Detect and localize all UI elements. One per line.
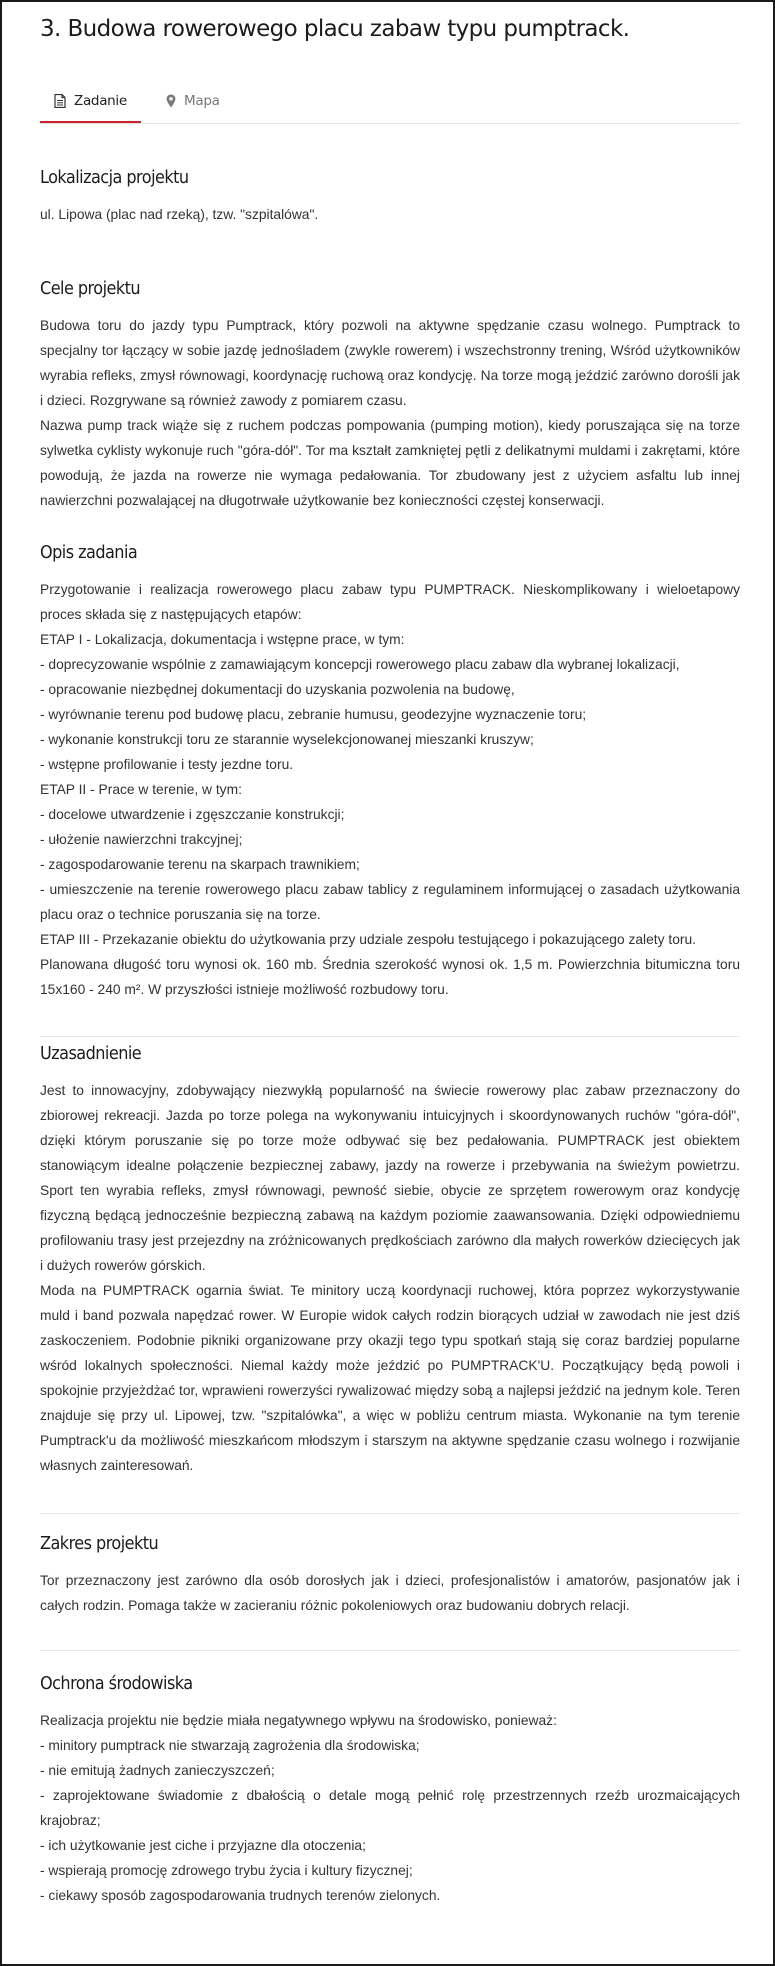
section-body: Realizacja projektu nie będzie miała negatywnego wpływu na środowisko, ponieważ: - minitory pumptrack nie stwarzają zagrożenia dla środowiska; - nie emitują żadnych zanieczyszczeń; - zaprojektowane świadomie z dbałością o detale mogą pełnić rolę przestrzennych rzeźb urozmaicających krajobraz; - ich użytkowanie jest ciche i przyjazne dla otoczenia; - wspierają promocję zdrowego trybu życia i kultury fizycznej; - ciekawy sposób zagospodarowania trudnych terenów zielonych. [40,1713,740,1903]
section-title: Lokalizacja projektu [40,168,189,188]
section-body: Jest to innowacyjny, zdobywający niezwykłą popularność na świecie rowerowy plac zabaw przeznaczony do zbiorowej rekreacji. Jazda po torze polega na wykonywaniu intuicyjnych i skoordynowanych ruchów "góra-dół", dzięki którym poruszanie się po torze może odbywać się bez pedałowania. PUMPTRACK jest obiektem stanowiącym idealne połączenie bezpiecznej zabawy, jazdy na rowerze i przebywania na świeżym powietrzu. Sport ten wyrabia refleks, zmysł równowagi, pewność siebie, obycie ze sprzętem rowerowym oraz kondycję fizyczną będącą jednocześnie bezpieczną zabawą na każdym poziomie zaawansowania. Dzięki odpowiedniemu profilowaniu trasy jest przejezdny na zróżnicowanych prędkościach zarówno dla małych rowerków dziecięcych jak i dużych rowerów górskich. Moda na PUMPTRACK ogarnia świat. Te minitory uczą koordynacji ruchowej, która poprzez wykorzystywanie muld i band pozwala napędzać rower. W Europie widok całych rodzin biorących udział w zawodach nie jest dziś zaskoczeniem. Podobnie pikniki organizowane przy okazji tego typu spotkań stają się coraz bardziej popularne wśród lokalnych społeczności. Niemal każdy może jeździć po PUMPTRACK'U. Początkujący będą powoli i spokojnie przyjeżdżać tor, wprawieni rowerzyści rywalizować między sobą a najlepsi jeździć na jednym kole. Teren znajduje się przy ul. Lipowej, tzw. "szpitalówka", a więc w pobliżu centrum miasta. Wykonanie na tym terenie Pumptrack'u da możliwość mieszkańcom młodszym i starszym na aktywne spędzanie czasu wolnego i rozwijanie własnych zainteresowań. [40,1083,740,1473]
section-body: Przygotowanie i realizacja rowerowego placu zabaw typu PUMPTRACK. Nieskomplikowany i wieloetapowy proces składa się z następujących etapów: ETAP I - Lokalizacja, dokumentacja i wstępne prace, w tym: - doprecyzowanie wspólnie z zamawiającym koncepcji rowerowego placu zabaw dla wybranej lokalizacji, - opracowanie niezbędnej dokumentacji do uzyskania pozwolenia na budowę, - wyrównanie terenu pod budowę placu, zebranie humusu, geodezyjne wyznaczenie toru; - wykonanie konstrukcji toru ze starannie wyselekcjonowanej mieszanki kruszyw; - wstępne profilowanie i testy jezdne toru. ETAP II - Prace w terenie, w tym: - docelowe utwardzenie i zgęszczanie konstrukcji; - ułożenie nawierzchni trakcyjnej; - zagospodarowanie terenu na skarpach trawnikiem; - umieszczenie na terenie rowerowego placu zabaw tablicy z regulaminem informującej o zasadach użytkowania placu oraz o technice poruszania się na torze. ETAP III - Przekazanie obiektu do użytkowania przy udziale zespołu testującego i pokazującego zalety toru. Planowana długość toru wynosi ok. 160 mb. Średnia szerokość wynosi ok. 1,5 m. Powierzchnia bitumiczna toru 15x160 - 240 m². W przyszłości istnieje możliwość rozbudowy toru. [40,582,740,997]
tab-mapa[interactable] [156,81,230,121]
section-body: ul. Lipowa (plac nad rzeką), tzw. "szpitalówa". [40,207,319,222]
section-lokalizacja [40,168,740,227]
document-icon [54,94,66,108]
divider [40,1513,740,1514]
tab-zadanie[interactable] [40,81,141,123]
tab-mapa-label: Mapa [184,93,220,109]
section-title: Opis zadania [40,543,138,563]
section-title: Uzasadnienie [40,1044,142,1064]
section-title: Ochrona środowiska [40,1674,193,1694]
section-ochrona [40,1674,740,1908]
section-cele [40,279,740,513]
section-title: Zakres projektu [40,1534,159,1554]
section-body: Tor przeznaczony jest zarówno dla osób dorosłych jak i dzieci, profesjonalistów i amatorów, pasjonatów jak i całych rodzin. Pomaga także w zacieraniu różnic pokoleniowych oraz budowaniu dobrych relacji. [40,1573,740,1613]
section-zakres [40,1534,740,1618]
tab-zadanie-label: Zadanie [74,93,127,109]
section-uzasadnienie [40,1044,740,1478]
section-opis [40,543,740,1002]
page-title: 3. Budowa rowerowego placu zabaw typu pumptrack. [40,16,630,42]
map-marker-icon [166,94,176,108]
divider [40,1036,740,1037]
tab-bar [40,81,740,124]
section-body: Budowa toru do jazdy typu Pumptrack, który pozwoli na aktywne spędzanie czasu wolnego. Pumptrack to specjalny tor łączący w sobie jazdę jednośladem (zwykle rowerem) i wszechstronny trening, Wśród użytkowników wyrabia refleks, zmysł równowagi, koordynację ruchową oraz kondycję. Na torze mogą jeździć zarówno dorośli jak i dzieci. Rozgrywane są również zawody z pomiarem czasu. Nazwa pump track wiąże się z ruchem podczas pompowania (pumping motion), kiedy poruszająca się na torze sylwetka cyklisty wykonuje ruch "góra-dół". Tor ma kształt zamkniętej pętli z delikatnymi muldami i zakrętami, które powodują, że jazda na rowerze nie wymaga pedałowania. Tor zbudowany jest z użyciem asfaltu lub innej nawierzchni pozwalającej na długotrwałe użytkowanie bez konieczności częstej konserwacji. [40,318,740,508]
divider [40,1650,740,1651]
section-title: Cele projektu [40,279,141,299]
